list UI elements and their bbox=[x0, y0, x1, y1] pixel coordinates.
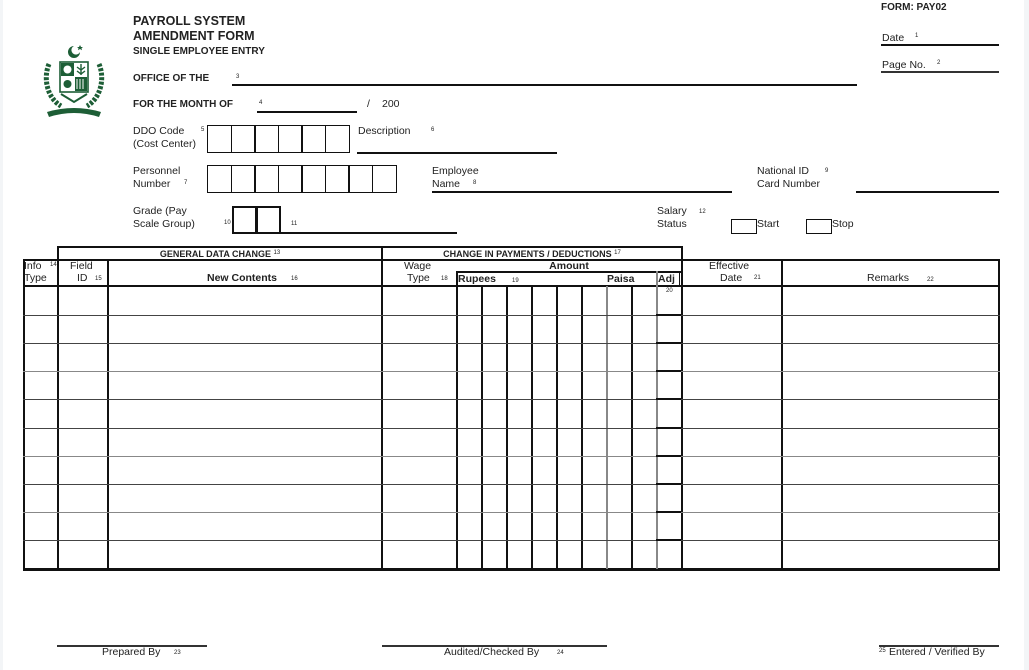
office-ref: 3 bbox=[236, 74, 240, 80]
salary-label-2: Status bbox=[657, 218, 687, 230]
new-contents-ref: 16 bbox=[291, 276, 298, 282]
ddo-label-2: (Cost Center) bbox=[133, 138, 197, 150]
general-data-change-header bbox=[59, 247, 381, 260]
month-label: FOR THE MONTH OF bbox=[133, 99, 233, 110]
grade-ref: 10 bbox=[224, 220, 231, 226]
grade-desc-ref: 11 bbox=[291, 221, 298, 227]
employee-label: Employee bbox=[432, 165, 479, 177]
info-type-ref: 14 bbox=[50, 262, 57, 268]
personnel-label: Personnel bbox=[133, 165, 181, 177]
info-type-header-2: Type bbox=[24, 272, 47, 284]
adj-ref: 20 bbox=[666, 288, 673, 294]
date-label: Date bbox=[882, 32, 905, 44]
amendment-table bbox=[3, 0, 1024, 670]
table-row[interactable] bbox=[25, 400, 998, 428]
employee-label-2: Name bbox=[432, 178, 461, 190]
payments-deductions-title: CHANGE IN PAYMENTS / DEDUCTIONS bbox=[443, 249, 612, 259]
ddo-ref: 5 bbox=[201, 127, 205, 133]
amount-header: Amount bbox=[549, 260, 589, 272]
office-label: OFFICE OF THE bbox=[133, 73, 210, 84]
form-title-line1: PAYROLL SYSTEM bbox=[133, 14, 246, 28]
page-no-ref: 2 bbox=[937, 60, 941, 66]
prepared-by-ref: 23 bbox=[174, 650, 181, 656]
audited-by-ref: 24 bbox=[557, 650, 564, 656]
table-row[interactable] bbox=[25, 429, 998, 456]
form-code: FORM: PAY02 bbox=[881, 2, 947, 13]
general-data-change-title: GENERAL DATA CHANGE bbox=[159, 249, 271, 259]
description-label: Description bbox=[358, 125, 411, 137]
month-ref: 4 bbox=[259, 100, 263, 106]
prepared-by-label: Prepared By bbox=[102, 646, 161, 658]
payments-deductions-header bbox=[383, 247, 681, 260]
new-contents-header: New Contents bbox=[207, 272, 278, 284]
entered-by-ref: 25 bbox=[879, 648, 886, 654]
personnel-ref: 7 bbox=[184, 180, 188, 186]
table-row[interactable] bbox=[25, 372, 998, 399]
table-row[interactable] bbox=[25, 344, 998, 371]
field-id-header-2: ID bbox=[77, 272, 88, 284]
rupees-ref: 19 bbox=[512, 278, 519, 284]
table-row[interactable] bbox=[25, 457, 998, 484]
info-type-header: Info bbox=[24, 260, 42, 272]
form-title-line2: AMENDMENT FORM bbox=[133, 29, 255, 43]
table-row[interactable] bbox=[25, 316, 998, 343]
rupees-header: Rupees bbox=[458, 273, 496, 285]
remarks-ref: 22 bbox=[927, 277, 934, 283]
year-prefix: 200 bbox=[382, 98, 400, 110]
nid-label-2: Card Number bbox=[757, 178, 821, 190]
field-id-header: Field bbox=[70, 260, 93, 272]
entered-by-label: Entered / Verified By bbox=[889, 646, 985, 658]
wage-type-header: Wage bbox=[404, 260, 432, 272]
form-subtitle: SINGLE EMPLOYEE ENTRY bbox=[133, 46, 265, 57]
wage-type-header-2: Type bbox=[407, 272, 430, 284]
general-data-change-ref: 13 bbox=[273, 250, 281, 256]
field-id-ref: 15 bbox=[95, 276, 102, 282]
grade-label: Grade (Pay bbox=[133, 205, 187, 217]
description-ref: 6 bbox=[431, 127, 435, 133]
year-separator: / bbox=[367, 98, 370, 110]
wage-type-ref: 18 bbox=[441, 276, 448, 282]
effective-date-header: Effective bbox=[709, 260, 750, 272]
personnel-label-2: Number bbox=[133, 178, 171, 190]
date-ref: 1 bbox=[915, 33, 919, 39]
payroll-amendment-form bbox=[3, 0, 1024, 670]
start-label: Start bbox=[757, 218, 780, 230]
adj-header: Adj bbox=[658, 273, 675, 285]
page-no-label: Page No. bbox=[882, 59, 926, 71]
paisa-header: Paisa bbox=[607, 273, 635, 285]
grade-label-2: Scale Group) bbox=[133, 218, 195, 230]
stop-label: Stop bbox=[832, 218, 854, 230]
audited-by-label: Audited/Checked By bbox=[444, 646, 540, 658]
nid-label: National ID bbox=[757, 165, 809, 177]
ddo-label: DDO Code bbox=[133, 125, 185, 137]
salary-label: Salary bbox=[657, 205, 687, 217]
remarks-header: Remarks bbox=[867, 272, 910, 284]
effective-date-ref: 21 bbox=[754, 275, 761, 281]
table-row[interactable] bbox=[25, 287, 998, 315]
employee-ref: 8 bbox=[473, 180, 477, 186]
payments-deductions-ref: 17 bbox=[614, 250, 621, 256]
nid-ref: 9 bbox=[825, 168, 829, 174]
table-row[interactable] bbox=[25, 541, 998, 568]
salary-ref: 12 bbox=[699, 209, 706, 215]
table-row[interactable] bbox=[25, 513, 998, 540]
table-row[interactable] bbox=[25, 485, 998, 512]
effective-date-header-2: Date bbox=[720, 272, 743, 284]
